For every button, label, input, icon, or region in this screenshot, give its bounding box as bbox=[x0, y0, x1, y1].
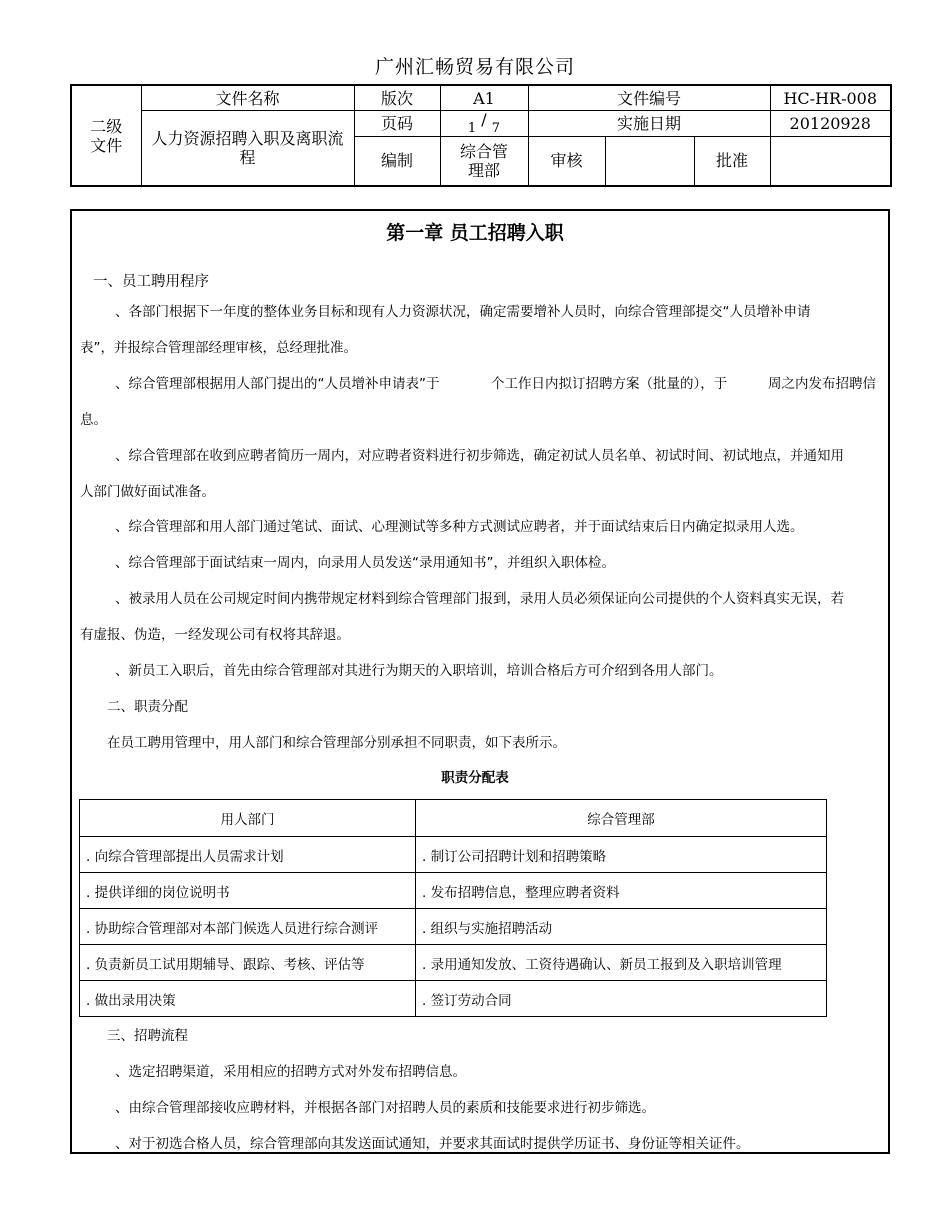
section-1-paragraph-line: 个工作日内拟订招聘方案（批量的），于 bbox=[491, 376, 728, 392]
table-cell: . 录用通知发放、工资待遇确认、新员工报到及入职培训管理 bbox=[416, 945, 827, 981]
edition-label: 版次 bbox=[354, 85, 440, 111]
document-level: 二级 文件 bbox=[71, 85, 141, 186]
doc-number-label: 文件编号 bbox=[528, 85, 770, 111]
section-1-paragraph-line: 、综合管理部和用人部门通过笔试、面试、心理测试等多种方式测试应聘者，并于面试结束后日内确定拟录用人选。 bbox=[115, 519, 804, 535]
section-1-paragraph-line: 、新员工入职后，首先由综合管理部对其进行为期天的入职培训，培训合格后方可介绍到各用人部门。 bbox=[115, 663, 723, 679]
section-1-paragraph-line: 人部门做好面试准备。 bbox=[80, 484, 215, 500]
file-name-label: 文件名称 bbox=[141, 85, 354, 111]
section-1-paragraph-line: 有虚报、伪造，一经发现公司有权将其辞退。 bbox=[80, 627, 350, 643]
section-1-paragraph-line: 、被录用人员在公司规定时间内携带规定材料到综合管理部门报到，录用人员必须保证向公司提供的个人资料真实无误，若 bbox=[115, 591, 844, 607]
table-cell: . 组织与实施招聘活动 bbox=[416, 909, 827, 945]
table-cell: . 向综合管理部提出人员需求计划 bbox=[80, 837, 416, 873]
duty-allocation-table bbox=[79, 799, 827, 1017]
approve-value bbox=[770, 136, 891, 186]
prepared-value: 综合管 理部 bbox=[440, 136, 528, 186]
edition-value: A1 bbox=[440, 85, 528, 111]
section-1-paragraph-line: 、各部门根据下一年度的整体业务目标和现有人力资源状况，确定需要增补人员时，向综合管理部提交“人员增补申请 bbox=[115, 304, 811, 320]
effective-date-value: 20120928 bbox=[770, 111, 891, 137]
table-cell: . 提供详细的岗位说明书 bbox=[80, 873, 416, 909]
review-value bbox=[605, 136, 694, 186]
duty-table-title: 职责分配表 bbox=[441, 770, 509, 786]
chapter-title: 第一章 员工招聘入职 bbox=[386, 222, 564, 244]
prepared-label: 编制 bbox=[354, 136, 440, 186]
file-name-value: 人力资源招聘入职及离职流程 bbox=[141, 111, 354, 187]
section-1-paragraph-line: 、综合管理部于面试结束一周内，向录用人员发送“录用通知书”，并组织入职体检。 bbox=[115, 555, 615, 571]
table-row bbox=[80, 909, 827, 945]
section-2-intro: 在员工聘用管理中，用人部门和综合管理部分别承担不同职责，如下表所示。 bbox=[107, 735, 566, 751]
section-3-paragraph-line: 、选定招聘渠道，采用相应的招聘方式对外发布招聘信息。 bbox=[115, 1064, 466, 1080]
column-header-general-management: 综合管理部 bbox=[416, 800, 827, 837]
section-1-paragraph-line: 息。 bbox=[80, 412, 107, 428]
section-1-paragraph-line: 表”，并报综合管理部经理审核，总经理批准。 bbox=[80, 340, 357, 356]
table-row bbox=[80, 981, 827, 1017]
column-header-hiring-department: 用人部门 bbox=[80, 800, 416, 837]
table-row bbox=[80, 945, 827, 981]
section-1-title: 一、员工聘用程序 bbox=[93, 274, 209, 290]
page-label: 页码 bbox=[354, 111, 440, 137]
table-row bbox=[80, 873, 827, 909]
page-current: 1 bbox=[467, 120, 477, 136]
section-2-title: 二、职责分配 bbox=[107, 699, 188, 715]
table-cell: . 负责新员工试用期辅导、跟踪、考核、评估等 bbox=[80, 945, 416, 981]
section-3-paragraph-line: 、对于初选合格人员，综合管理部向其发送面试通知，并要求其面试时提供学历证书、身份证等相关证件。 bbox=[115, 1136, 750, 1152]
section-3-title: 三、招聘流程 bbox=[107, 1028, 188, 1044]
table-cell: . 签订劳动合同 bbox=[416, 981, 827, 1017]
table-row bbox=[80, 837, 827, 873]
table-cell: . 协助综合管理部对本部门候选人员进行综合测评 bbox=[80, 909, 416, 945]
page-value bbox=[440, 111, 528, 137]
review-label: 审核 bbox=[528, 136, 605, 186]
section-1-paragraph-line: 、综合管理部在收到应聘者简历一周内，对应聘者资料进行初步筛选，确定初试人员名单、初试时间、初试地点，并通知用 bbox=[115, 448, 844, 464]
doc-number-value: HC-HR-008 bbox=[770, 85, 891, 111]
section-1-paragraph-line: 周之内发布招聘信 bbox=[768, 376, 876, 392]
page-slash: / bbox=[481, 109, 487, 129]
table-cell: . 发布招聘信息，整理应聘者资料 bbox=[416, 873, 827, 909]
company-name: 广州汇畅贸易有限公司 bbox=[374, 56, 575, 78]
approve-label: 批准 bbox=[694, 136, 770, 186]
table-cell: . 做出录用决策 bbox=[80, 981, 416, 1017]
document-header-table bbox=[70, 84, 892, 187]
section-1-paragraph-line: 、综合管理部根据用人部门提出的“人员增补申请表”于 bbox=[115, 376, 440, 392]
page-total: 7 bbox=[491, 120, 501, 136]
effective-date-label: 实施日期 bbox=[528, 111, 770, 137]
table-cell: . 制订公司招聘计划和招聘策略 bbox=[416, 837, 827, 873]
section-3-paragraph-line: 、由综合管理部接收应聘材料，并根据各部门对招聘人员的素质和技能要求进行初步筛选。 bbox=[115, 1100, 655, 1116]
duty-table-header-row bbox=[80, 800, 827, 837]
